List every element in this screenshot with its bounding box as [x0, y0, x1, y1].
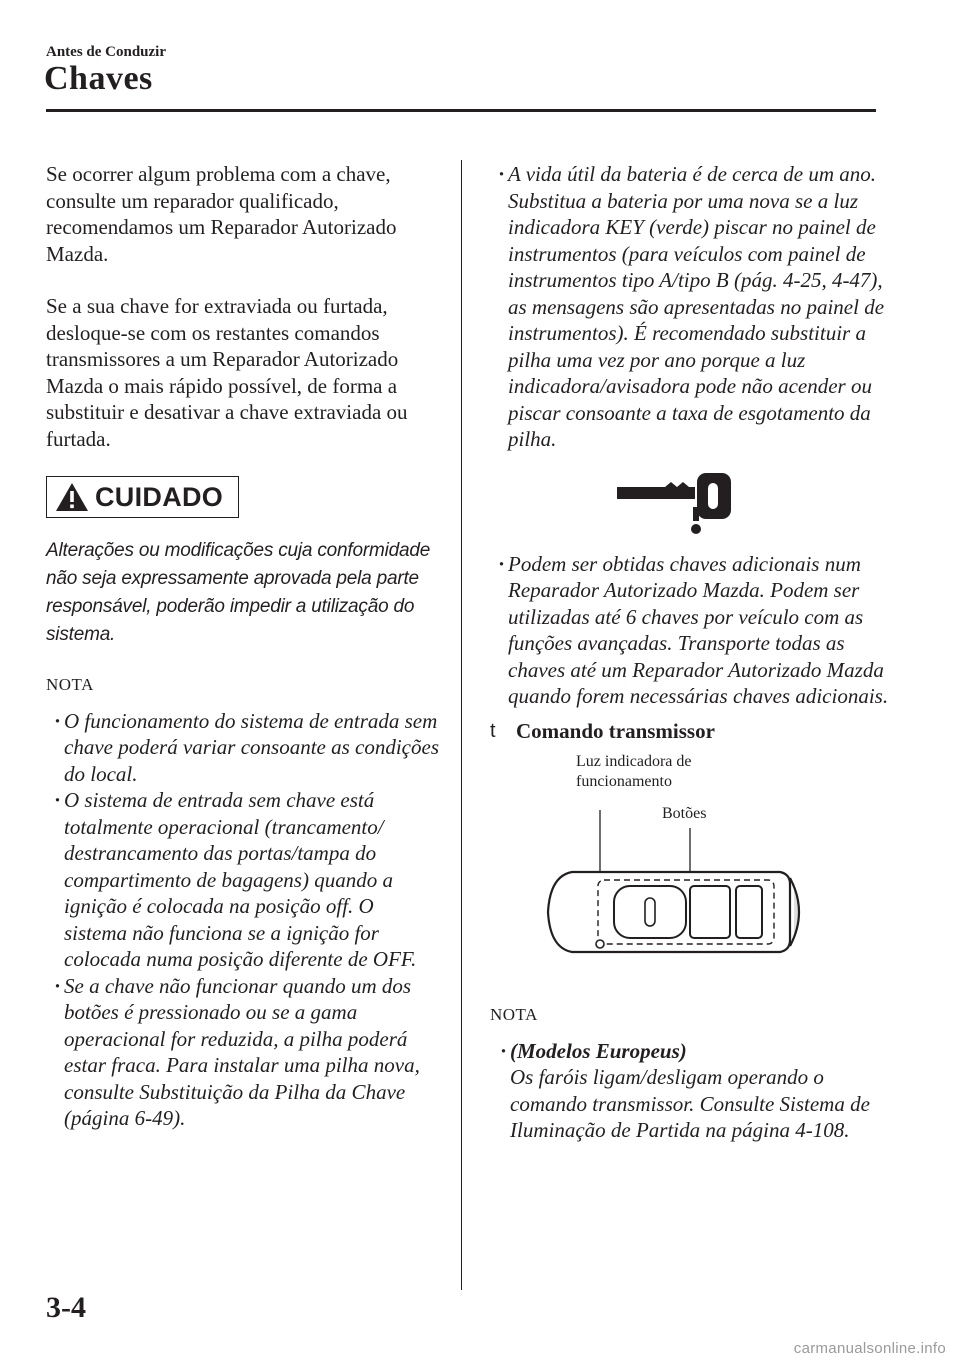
caution-label: CUIDADO	[95, 481, 224, 512]
figure-label-buttons: Botões	[662, 805, 707, 822]
list-item: · A vida útil da bateria é de cerca de um ano. Substitua a bateria por uma nova se a luz indicadora KEY (verde) piscar no painel de instrumentos (para veículos com painel de instrumentos tipo A/tipo B (pág. 4-25, 4-47), as mensagens são apresentadas no painel de instrumentos). É recomendado substituir a pilha uma vez por ano porque a luz indicadora/avisadora pode não acender ou piscar consoante a taxa de esgotamento da pilha.	[498, 161, 890, 453]
caution-box	[46, 476, 239, 518]
left-column	[46, 161, 441, 1132]
paragraph-lost-key: Se a sua chave for extraviada ou furtada, desloque-se com os restantes comandos transmissores a um Reparador Autorizado Mazda o mais rápido possível, de forma a substituir e desativar a chave extraviada ou furtada.	[46, 294, 408, 451]
list-item: · O funcionamento do sistema de entrada sem chave poderá variar consoante as condições do local.	[54, 708, 441, 788]
list-item: · Podem ser obtidas chaves adicionais num Reparador Autorizado Mazda. Podem ser utilizadas até 6 chaves por veículo com as funções avançadas. Transporte todas as chaves até um Reparador Autorizado Mazda quando forem necessárias chaves adicionais.	[498, 551, 890, 710]
notes-list-right-top	[490, 161, 890, 453]
notes-list-right-mid	[490, 551, 890, 710]
notes-list-left	[46, 708, 441, 1132]
list-item	[500, 1038, 890, 1144]
right-column	[490, 161, 890, 1144]
header-rule	[46, 109, 876, 112]
note-text: Os faróis ligam/desligam operando o comando transmissor. Consulte Sistema de Iluminação de Partida na página 4-108.	[510, 1065, 870, 1142]
caution-text: Alterações ou modificações cuja conformidade não seja expressamente aprovada pela parte responsável, poderão impedir a utilização do sistema.	[46, 540, 431, 645]
key-warning-indicator-icon	[615, 465, 735, 535]
nota-label-right: NOTA	[490, 1005, 538, 1024]
remote-transmitter-figure	[490, 752, 890, 1002]
watermark[interactable]: carmanualsonline.info	[793, 1340, 946, 1357]
subheading	[490, 718, 890, 745]
chapter-title: Chaves	[44, 60, 153, 97]
subheading-text: Comando transmissor	[516, 718, 715, 743]
page-number: 3-4	[46, 1291, 86, 1324]
key-indicator-figure	[490, 465, 890, 543]
subheading-marker: t	[490, 719, 496, 742]
paragraph-key-problem: Se ocorrer algum problema com a chave, consulte um reparador qualificado, recomendamos um Reparador Autorizado Mazda.	[46, 162, 397, 266]
remote-key-drawing	[490, 752, 820, 1002]
list-item: · Se a chave não funcionar quando um dos botões é pressionado ou se a gama operacional for reduzida, a pilha poderá estar fraca. Para instalar uma pilha nova, consulte Substituição da Pilha da Chave (página 6-49).	[54, 973, 441, 1132]
figure-label-indicator: Luz indicadora de funcionamento	[576, 753, 692, 790]
list-item: · O sistema de entrada sem chave está totalmente operacional (trancamento/ destrancamento das portas/tampa do compartimento de bagagens) quando a ignição é colocada na posição off. O sistema não funciona se a ignição for colocada numa posição diferente de OFF.	[54, 787, 441, 973]
section-label: Antes de Conduzir	[46, 44, 167, 60]
notes-list-right-bottom	[490, 1038, 890, 1144]
column-divider	[461, 160, 462, 1290]
note-bold-label: (Modelos Europeus)	[510, 1038, 687, 1063]
nota-label-left: NOTA	[46, 675, 94, 694]
warning-triangle-icon	[55, 482, 89, 512]
